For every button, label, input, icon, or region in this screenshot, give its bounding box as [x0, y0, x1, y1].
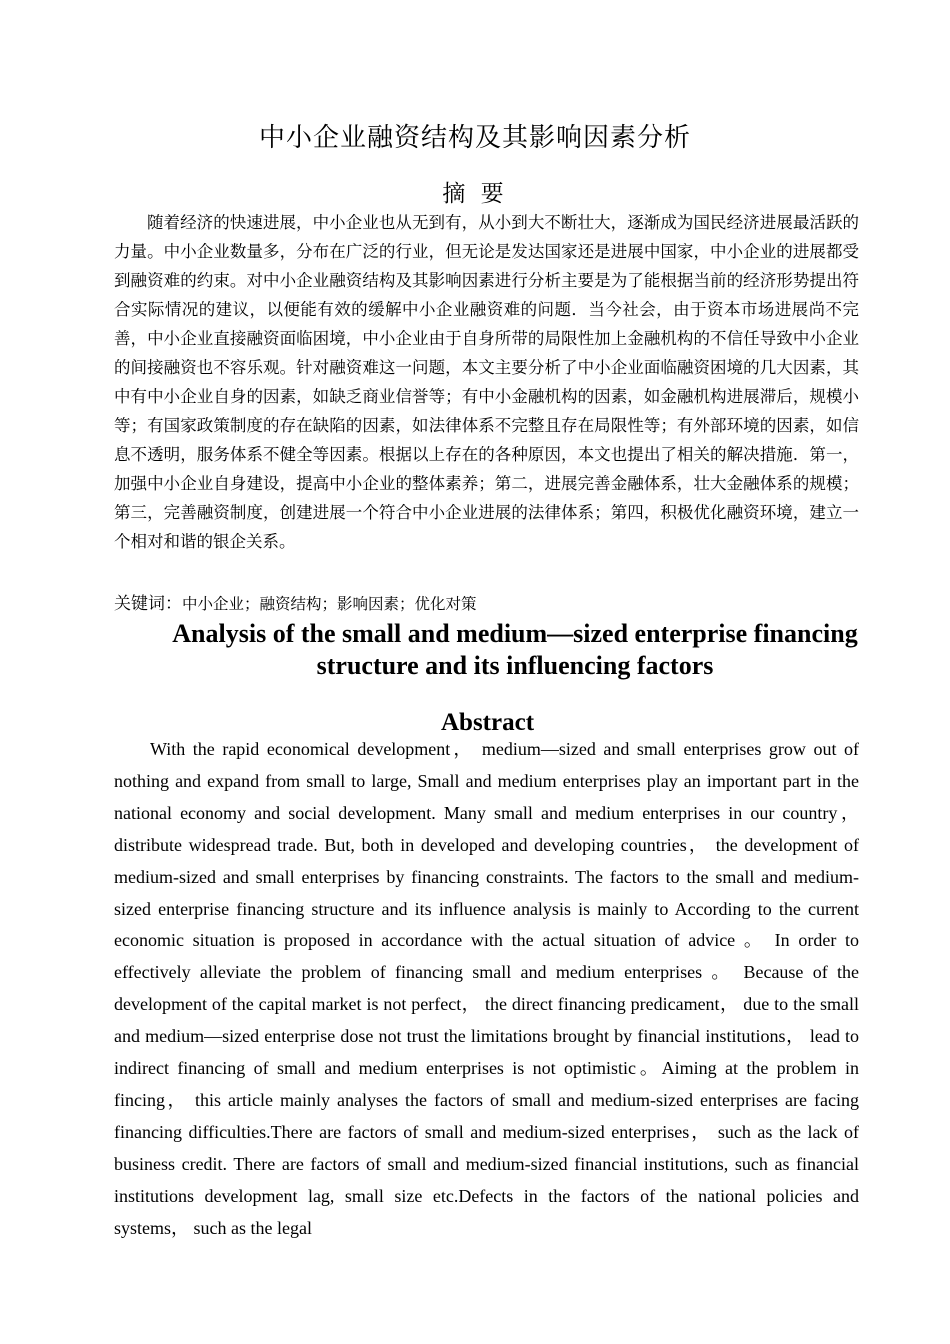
- chinese-abstract-body: 随着经济的快速进展，中小企业也从无到有，从小到大不断壮大，逐渐成为国民经济进展最活跃的力量。中小企业数量多，分布在广泛的行业，但无论是发达国家还是进展中国家，中小企业的进展都受到融资难的约束。对中小企业融资结构及其影响因素进行分析主要是为了能根据当前的经济形势提出符合实际情况的建议，以便能有效的缓解中小企业融资难的问题．当今社会，由于资本市场进展尚不完善，中小企业直接融资面临困境，中小企业由于自身所带的局限性加上金融机构的不信任导致中小企业的间接融资也不容乐观。针对融资难这一问题，本文主要分析了中小企业面临融资困境的几大因素，其中有中小企业自身的因素，如缺乏商业信誉等；有中小金融机构的因素，如金融机构进展滞后，规模小等；有国家政策制度的存在缺陷的因素，如法律体系不完整且存在局限性等；有外部环境的因素，如信息不透明，服务体系不健全等因素。根据以上存在的各种原因，本文也提出了相关的解决措施．第一，加强中小企业自身建设，提高中小企业的整体素养；第二，进展完善金融体系，壮大金融体系的规模；第三，完善融资制度，创建进展一个符合中小企业进展的法律体系；第四，积极优化融资环境，建立一个相对和谐的银企关系。: [114, 213, 859, 551]
- english-abstract-body: With the rapid economical development， medium—sized and small enterprises grow out of nothing and expand from small to large, Small and medium enterprises play an important part in the national economy and social development. Many small and medium enterprises in our country， distribute widespread trade. But, both in developed and developing countries， the development of medium-sized and small enterprises by financing constraints. The factors to the small and medium-sized enterprise financing structure and its influence analysis is mainly to According to the current economic situation is proposed in accordance with the actual situation of advice 。 In order to effectively alleviate the problem of financing small and medium enterprises 。 Because of the development of the capital market is not perfect， the direct financing predicament， due to the small and medium—sized enterprise dose not trust the limitations brought by financial institutions， lead to indirect financing of small and medium enterprises is not optimistic。Aiming at the problem in fincing， this article mainly analyses the factors of small and medium-sized enterprises are facing financing difficulties.There are factors of small and medium-sized enterprises， such as the lack of business credit. There are factors of small and medium-sized financial institutions, such as financial institutions development lag, small size etc.Defects in the factors of the national policies and systems， such as the legal: [114, 739, 859, 1238]
- keywords-text: 中小企业；融资结构；影响因素；优化对策: [182, 595, 477, 613]
- keywords-label: 关键词：: [114, 594, 182, 614]
- chinese-keywords: [114, 590, 859, 618]
- english-abstract-heading: Abstract: [440, 709, 535, 736]
- chinese-abstract-heading: 摘 要: [442, 181, 508, 207]
- english-title: Analysis of the small and medium—sized enterprise financing structure and its influencing factors: [172, 619, 858, 680]
- chinese-title: 中小企业融资结构及其影响因素分析: [258, 123, 691, 153]
